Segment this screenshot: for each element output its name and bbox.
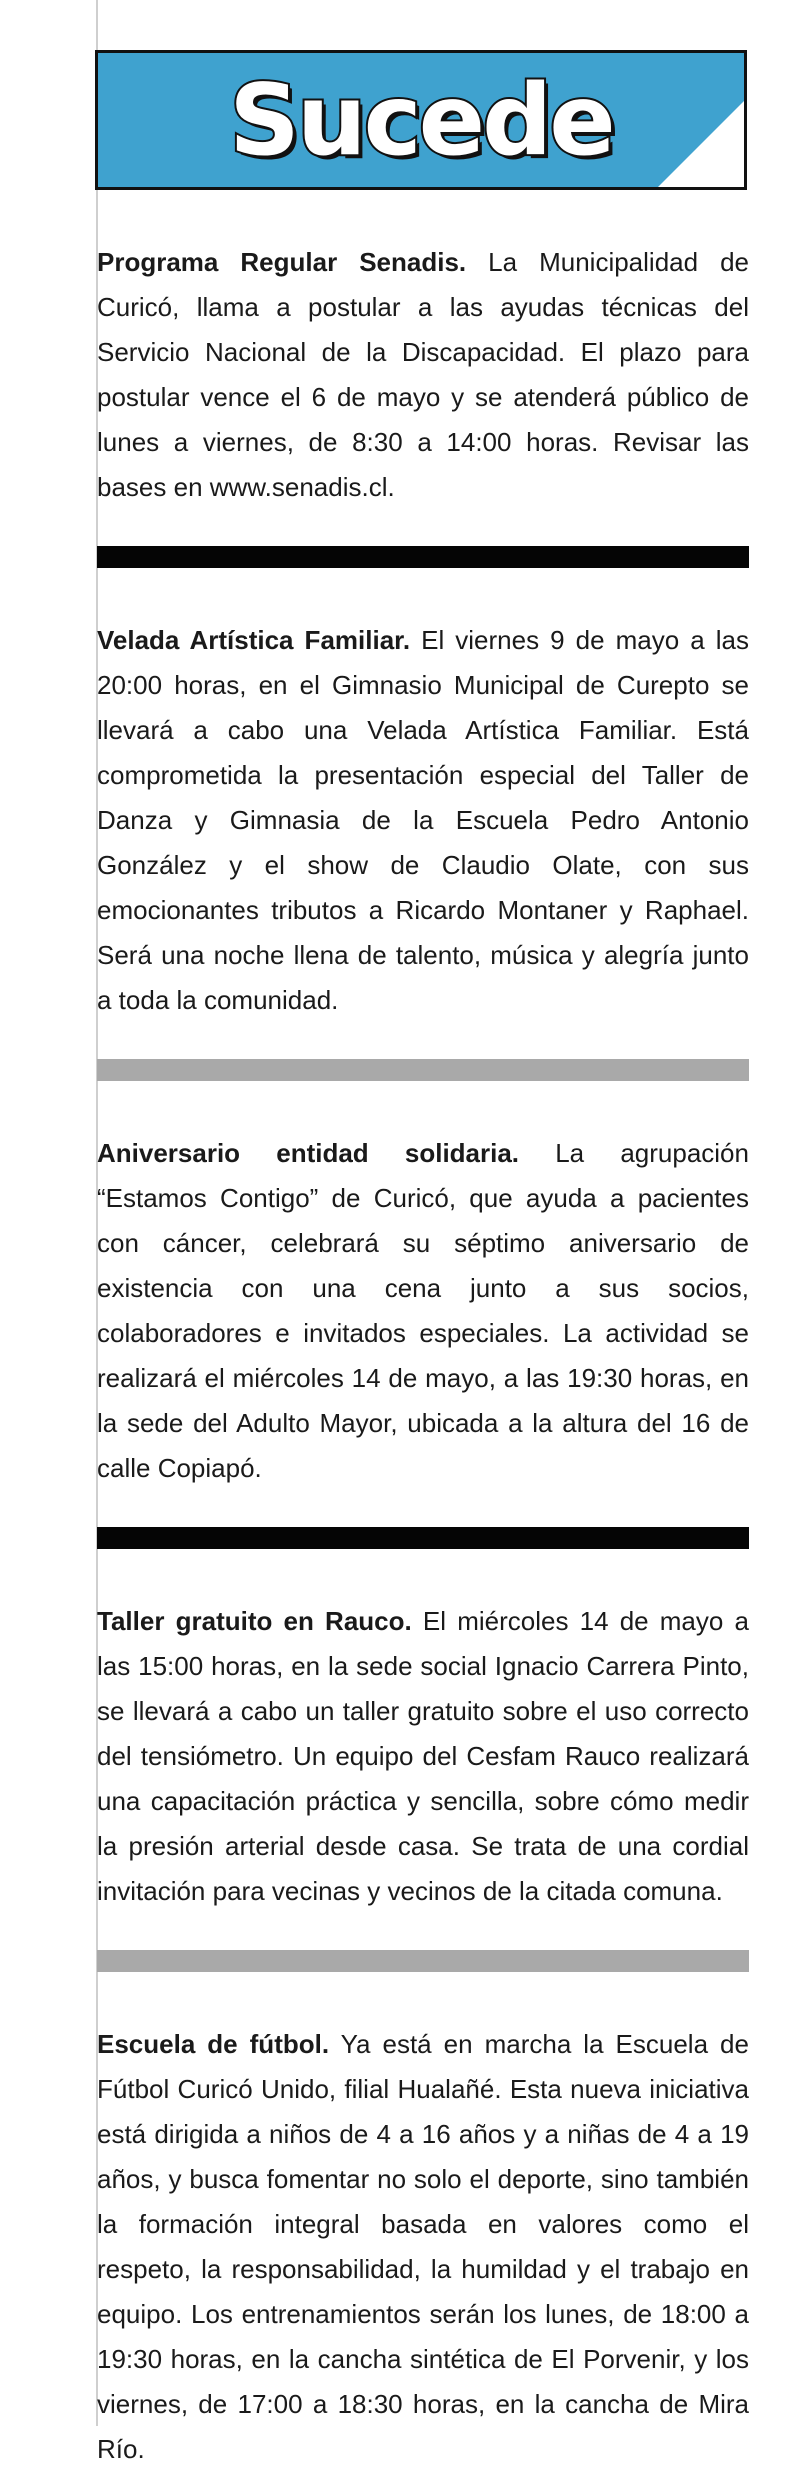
news-item-title: Aniversario entidad solidaria. xyxy=(97,1138,520,1168)
section-divider xyxy=(97,546,749,568)
news-item-senadis xyxy=(97,240,749,510)
page-curl-decoration xyxy=(656,99,746,189)
news-item-taller xyxy=(97,1599,749,1914)
section-divider xyxy=(97,1059,749,1081)
news-item-title: Programa Regular Senadis. xyxy=(97,247,467,277)
news-item-body: Ya está en marcha la Escuela de Fútbol Curicó Unido, filial Hualañé. Esta nueva iniciativa está dirigida a niños de 4 a 16 años y a niñas de 4 a 19 años, y busca fomentar no solo el deporte, sino también la formación integral basada en valores como el respeto, la responsabilidad, la humildad y el trabajo en equipo. Los entrenamientos serán los lunes, de 18:00 a 19:30 horas, en la cancha sintética de El Porvenir, y los viernes, de 17:00 a 18:30 horas, en la cancha de Mira Río. xyxy=(97,2029,749,2464)
section-header-banner xyxy=(95,50,747,190)
news-item-title: Taller gratuito en Rauco. xyxy=(97,1606,412,1636)
news-item-velada xyxy=(97,618,749,1023)
section-divider xyxy=(97,1950,749,1972)
news-item-body: El miércoles 14 de mayo a las 15:00 horas, en la sede social Ignacio Carrera Pinto, se llevará a cabo un taller gratuito sobre el uso correcto del tensiómetro. Un equipo del Cesfam Rauco realizará una capacitación práctica y sencilla, sobre cómo medir la presión arterial desde casa. Se trata de una cordial invitación para vecinas y vecinos de la citada comuna. xyxy=(97,1606,749,1906)
news-item-body: La agrupación “Estamos Contigo” de Curicó, que ayuda a pacientes con cáncer, celebrará su séptimo aniversario de existencia con una cena junto a sus socios, colaboradores e invitados especiales. La actividad se realizará el miércoles 14 de mayo, a las 19:30 horas, en la sede del Adulto Mayor, ubicada a la altura del 16 de calle Copiapó. xyxy=(97,1138,749,1483)
news-item-escuela xyxy=(97,2022,749,2472)
news-item-aniversario xyxy=(97,1131,749,1491)
section-divider xyxy=(97,1527,749,1549)
news-item-body: La Municipalidad de Curicó, llama a postular a las ayudas técnicas del Servicio Nacional de la Discapacidad. El plazo para postular vence el 6 de mayo y se atenderá público de lunes a viernes, de 8:30 a 14:00 horas. Revisar las bases en www.senadis.cl. xyxy=(97,247,749,502)
news-item-title: Velada Artística Familiar. xyxy=(97,625,411,655)
news-item-body: El viernes 9 de mayo a las 20:00 horas, en el Gimnasio Municipal de Curepto se llevará a cabo una Velada Artística Familiar. Está comprometida la presentación especial del Taller de Danza y Gimnasia de la Escuela Pedro Antonio González y el show de Claudio Olate, con sus emocionantes tributos a Ricardo Montaner y Raphael. Será una noche llena de talento, música y alegría junto a toda la comunidad. xyxy=(97,625,749,1015)
news-list xyxy=(97,240,749,2472)
section-title: Sucede xyxy=(229,64,613,178)
news-item-title: Escuela de fútbol. xyxy=(97,2029,330,2059)
